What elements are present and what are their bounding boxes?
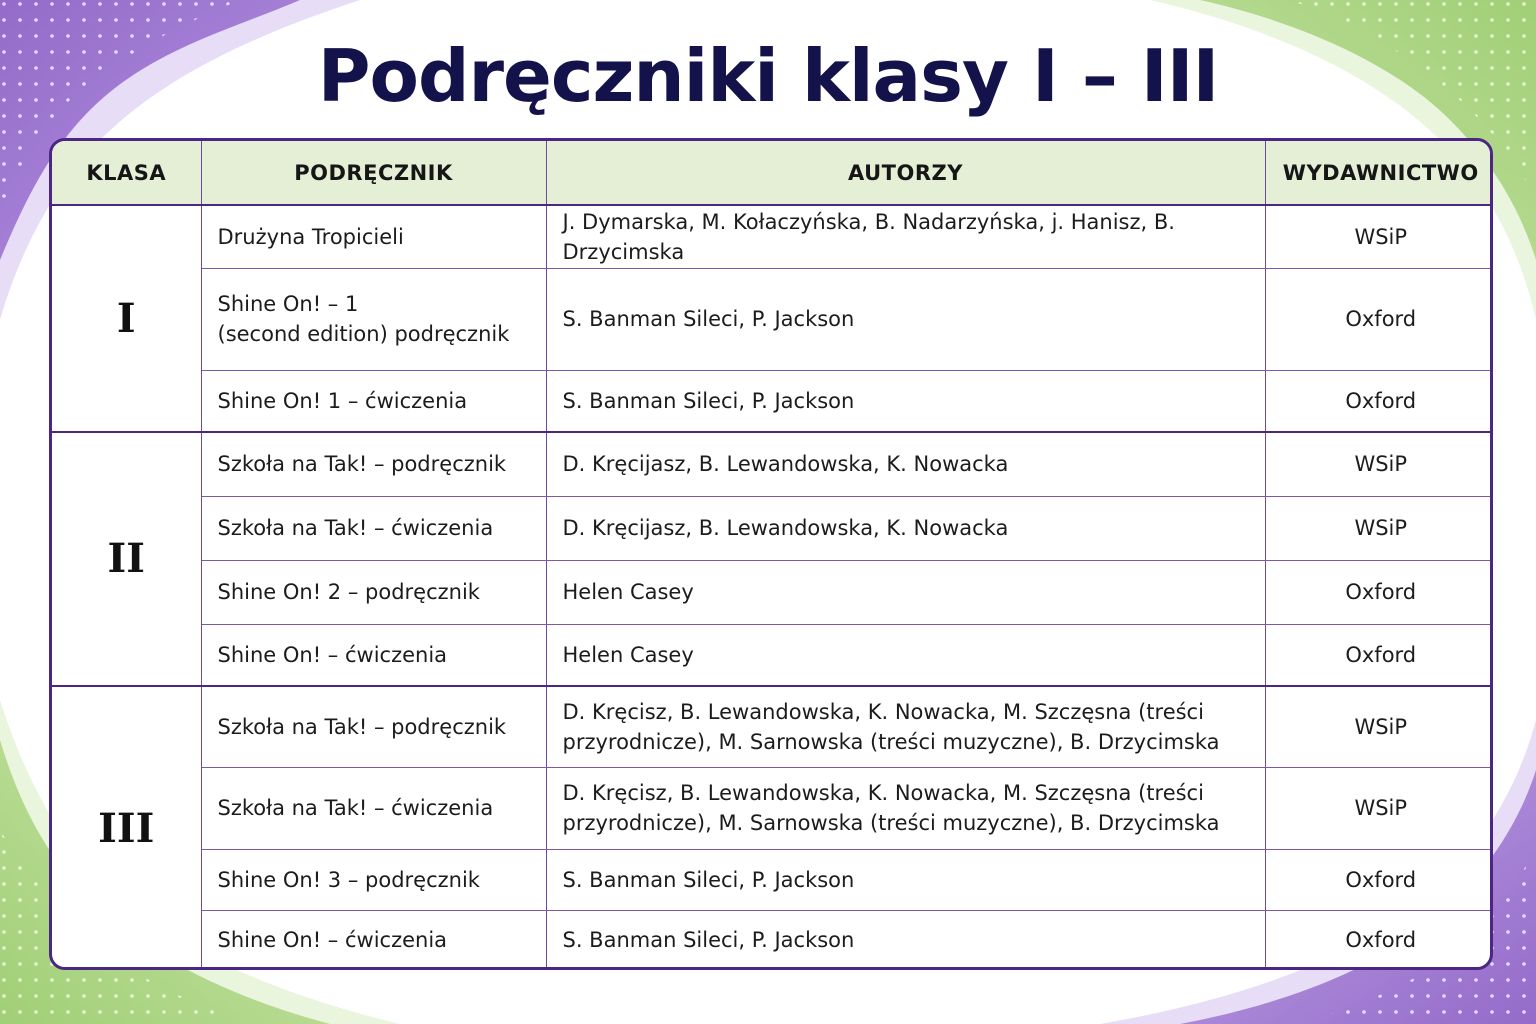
wydawnictwo-cell: Oxford: [1265, 560, 1493, 624]
autorzy-cell: J. Dymarska, M. Kołaczyńska, B. Nadarzyńska, j. Hanisz, B. Drzycimska: [546, 205, 1265, 268]
autorzy-cell: S. Banman Sileci, P. Jackson: [546, 849, 1265, 910]
table-header-row: [52, 141, 1493, 205]
podrecznik-cell: Shine On! – 1 (second edition) podręcznik: [201, 268, 546, 370]
page-title: Podręczniki klasy I – III: [317, 34, 1219, 118]
podrecznik-cell: Shine On! – ćwiczenia: [201, 910, 546, 970]
wydawnictwo-cell: Oxford: [1265, 849, 1493, 910]
wydawnictwo-cell: WSiP: [1265, 496, 1493, 560]
wydawnictwo-cell: WSiP: [1265, 686, 1493, 767]
table-row: [52, 205, 1493, 268]
podrecznik-cell: Shine On! 3 – podręcznik: [201, 849, 546, 910]
autorzy-cell: D. Kręcisz, B. Lewandowska, K. Nowacka, M. Szczęsna (treści przyrodnicze), M. Sarnowska (treści muzyczne), B. Drzycimska: [546, 767, 1265, 849]
textbooks-table: [52, 141, 1493, 970]
wydawnictwo-cell: Oxford: [1265, 268, 1493, 370]
autorzy-cell: S. Banman Sileci, P. Jackson: [546, 370, 1265, 432]
klasa-cell: III: [52, 686, 201, 970]
podrecznik-cell: Szkoła na Tak! – podręcznik: [201, 686, 546, 767]
table-row: [52, 496, 1493, 560]
podrecznik-cell: Drużyna Tropicieli: [201, 205, 546, 268]
table-row: [52, 849, 1493, 910]
table-row: [52, 560, 1493, 624]
autorzy-cell: Helen Casey: [546, 560, 1265, 624]
autorzy-cell: D. Kręcijasz, B. Lewandowska, K. Nowacka: [546, 496, 1265, 560]
podrecznik-cell: Szkoła na Tak! – podręcznik: [201, 432, 546, 496]
table-row: [52, 624, 1493, 686]
podrecznik-cell: Szkoła na Tak! – ćwiczenia: [201, 496, 546, 560]
table-body: [52, 205, 1493, 970]
header-autorzy: AUTORZY: [546, 141, 1265, 205]
table-row: [52, 432, 1493, 496]
table-row: [52, 910, 1493, 970]
klasa-cell: II: [52, 432, 201, 686]
table-row: [52, 686, 1493, 767]
wydawnictwo-cell: Oxford: [1345, 928, 1417, 953]
wydawnictwo-cell: WSiP: [1265, 767, 1493, 849]
autorzy-cell: S. Banman Sileci, P. Jackson: [546, 268, 1265, 370]
header-wydawnictwo: WYDAWNICTWO: [1265, 141, 1493, 205]
table-row: [52, 268, 1493, 370]
header-podrecznik: PODRĘCZNIK: [201, 141, 546, 205]
autorzy-cell: D. Kręcisz, B. Lewandowska, K. Nowacka, M. Szczęsna (treści przyrodnicze), M. Sarnowska (treści muzyczne), B. Drzycimska: [546, 686, 1265, 767]
wydawnictwo-cell: Oxford: [1265, 370, 1493, 432]
podrecznik-cell: Shine On! – ćwiczenia: [201, 624, 546, 686]
autorzy-cell: D. Kręcijasz, B. Lewandowska, K. Nowacka: [546, 432, 1265, 496]
table-row: [52, 370, 1493, 432]
wydawnictwo-cell: WSiP: [1265, 205, 1493, 268]
klasa-cell: I: [52, 205, 201, 432]
autorzy-cell: S. Banman Sileci, P. Jackson: [546, 910, 1265, 970]
header-klasa: KLASA: [52, 141, 201, 205]
autorzy-cell: Helen Casey: [546, 624, 1265, 686]
wydawnictwo-cell: WSiP: [1265, 432, 1493, 496]
podrecznik-cell: Shine On! 2 – podręcznik: [201, 560, 546, 624]
podrecznik-cell: Shine On! 1 – ćwiczenia: [201, 370, 546, 432]
textbooks-table-container: [49, 138, 1493, 970]
table-row: [52, 767, 1493, 849]
podrecznik-cell: Szkoła na Tak! – ćwiczenia: [201, 767, 546, 849]
wydawnictwo-cell: Oxford: [1265, 624, 1493, 686]
